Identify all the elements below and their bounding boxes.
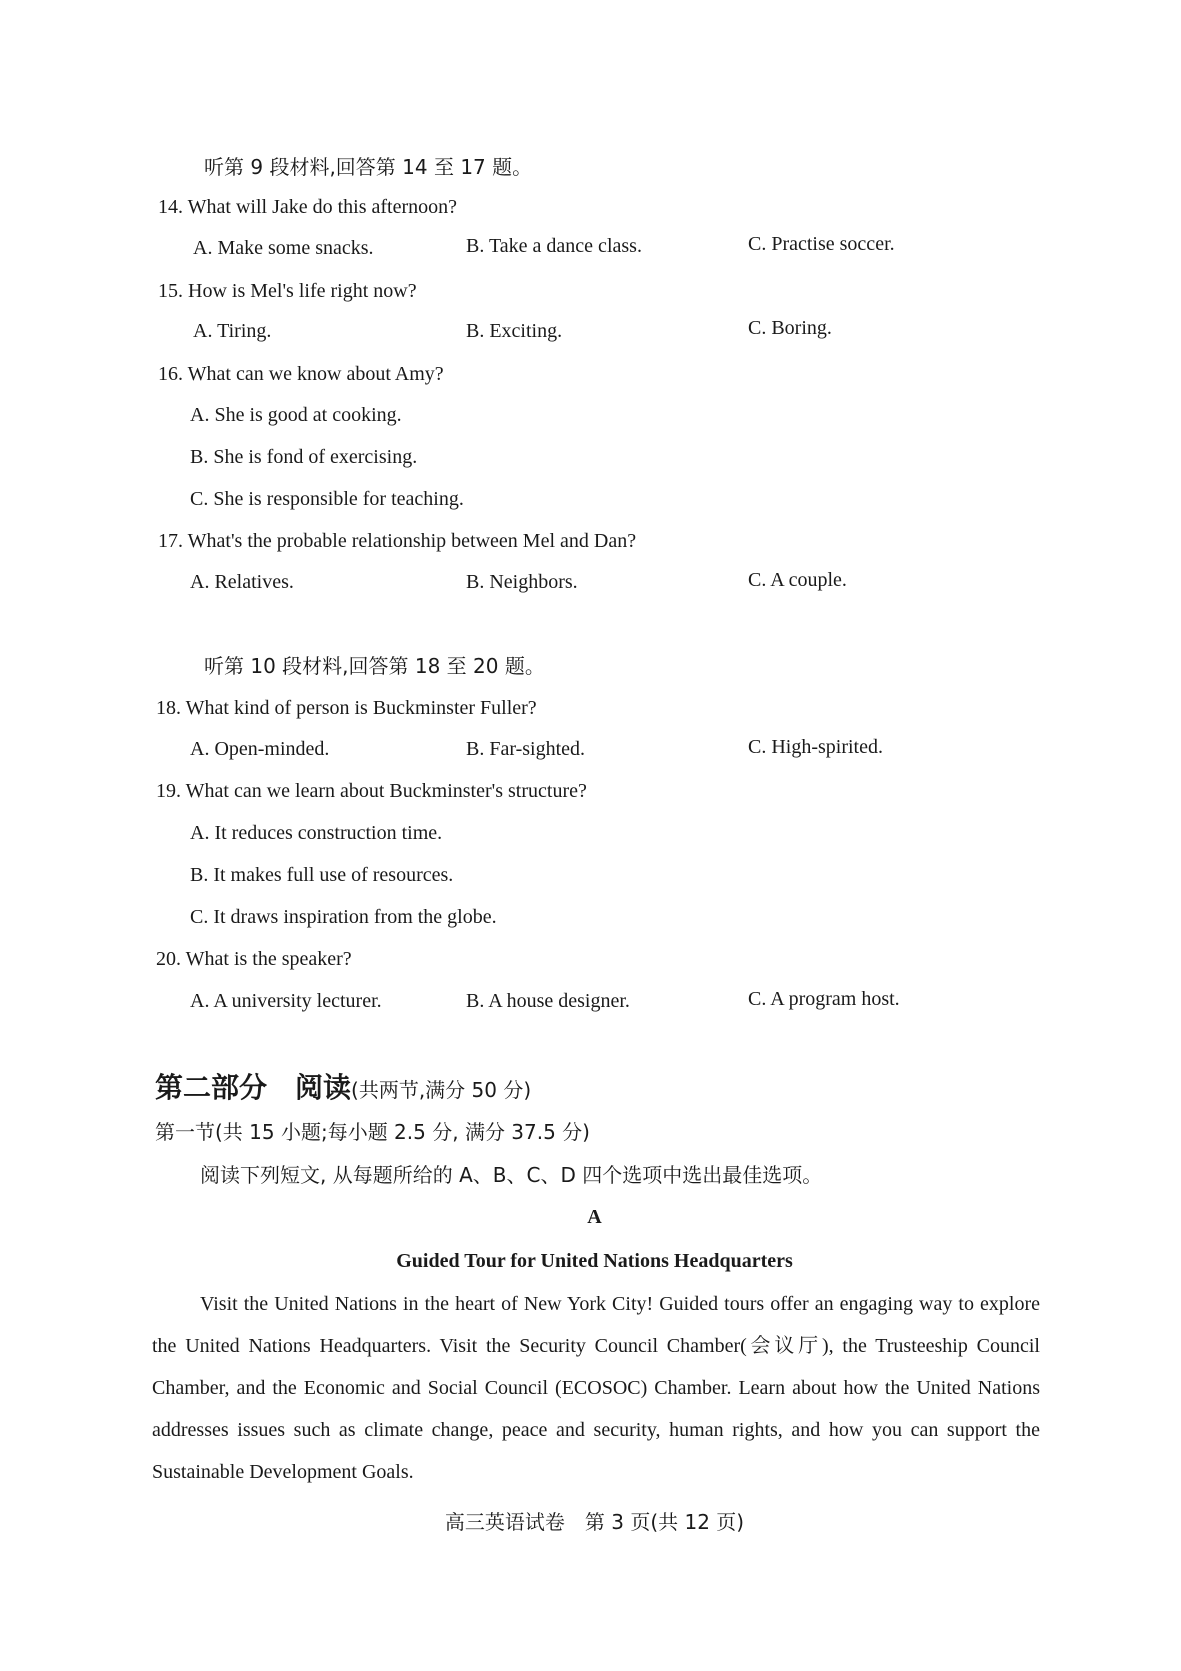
question-19-stem: 19. What can we learn about Buckminster's structure? [156, 780, 587, 802]
question-16-option-b: B. She is fond of exercising. [190, 446, 418, 468]
reading-instruction: 阅读下列短文, 从每题所给的 A、B、C、D 四个选项中选出最佳选项。 [200, 1163, 823, 1187]
question-14-stem: 14. What will Jake do this afternoon? [158, 196, 458, 218]
question-18-option-a: A. Open-minded. [190, 738, 330, 760]
reading-section-title: 第一节(共 15 小题;每小题 2.5 分, 满分 37.5 分) [155, 1120, 590, 1144]
question-17-option-a: A. Relatives. [190, 571, 294, 593]
listening-instruction-10: 听第 10 段材料,回答第 18 至 20 题。 [204, 654, 545, 678]
question-18-option-c: C. High-spirited. [748, 736, 883, 758]
question-18-stem: 18. What kind of person is Buckminster Fuller? [156, 697, 537, 719]
reading-part-title: 第二部分 阅读 [155, 1071, 352, 1104]
question-17-option-b: B. Neighbors. [466, 571, 578, 593]
question-17-stem: 17. What's the probable relationship between Mel and Dan? [158, 530, 637, 552]
question-16-option-a: A. She is good at cooking. [190, 404, 402, 426]
reading-part-heading [155, 1066, 531, 1106]
page-footer: 高三英语试卷 第 3 页(共 12 页) [444, 1510, 745, 1534]
question-20-stem: 20. What is the speaker? [156, 948, 352, 970]
question-17-option-c: C. A couple. [748, 569, 847, 591]
listening-instruction-9: 听第 9 段材料,回答第 14 至 17 题。 [204, 155, 533, 179]
question-20-option-c: C. A program host. [748, 988, 900, 1010]
passage-paragraph: Visit the United Nations in the heart of New York City! Guided tours offer an engaging way to explore the United Nations Headquarters. Visit the Security Council Chamber(会议厅), the Trusteeship Council Chamber, and the Economic and Social Council (ECOSOC) Chamber. Learn about how the United Nations addresses issues such as climate change, peace and security, human rights, and how you can support the Sustainable Development Goals. [152, 1293, 1040, 1483]
question-15-option-a: A. Tiring. [193, 320, 272, 342]
question-15-stem: 15. How is Mel's life right now? [158, 280, 417, 302]
question-14-option-a: A. Make some snacks. [193, 237, 374, 259]
question-19-option-c: C. It draws inspiration from the globe. [190, 906, 497, 928]
passage-letter: A [587, 1206, 602, 1228]
question-20-option-b: B. A house designer. [466, 990, 630, 1012]
question-19-option-b: B. It makes full use of resources. [190, 864, 454, 886]
question-14-option-c: C. Practise soccer. [748, 233, 895, 255]
question-15-option-c: C. Boring. [748, 317, 832, 339]
question-18-option-b: B. Far-sighted. [466, 738, 586, 760]
question-19-option-a: A. It reduces construction time. [190, 822, 443, 844]
question-15-option-b: B. Exciting. [466, 320, 563, 342]
question-16-stem: 16. What can we know about Amy? [158, 363, 444, 385]
passage-title: Guided Tour for United Nations Headquarters [396, 1250, 793, 1272]
question-14-option-b: B. Take a dance class. [466, 235, 642, 257]
question-16-option-c: C. She is responsible for teaching. [190, 488, 464, 510]
question-20-option-a: A. A university lecturer. [190, 990, 382, 1012]
reading-part-note: (共两节,满分 50 分) [351, 1078, 532, 1102]
